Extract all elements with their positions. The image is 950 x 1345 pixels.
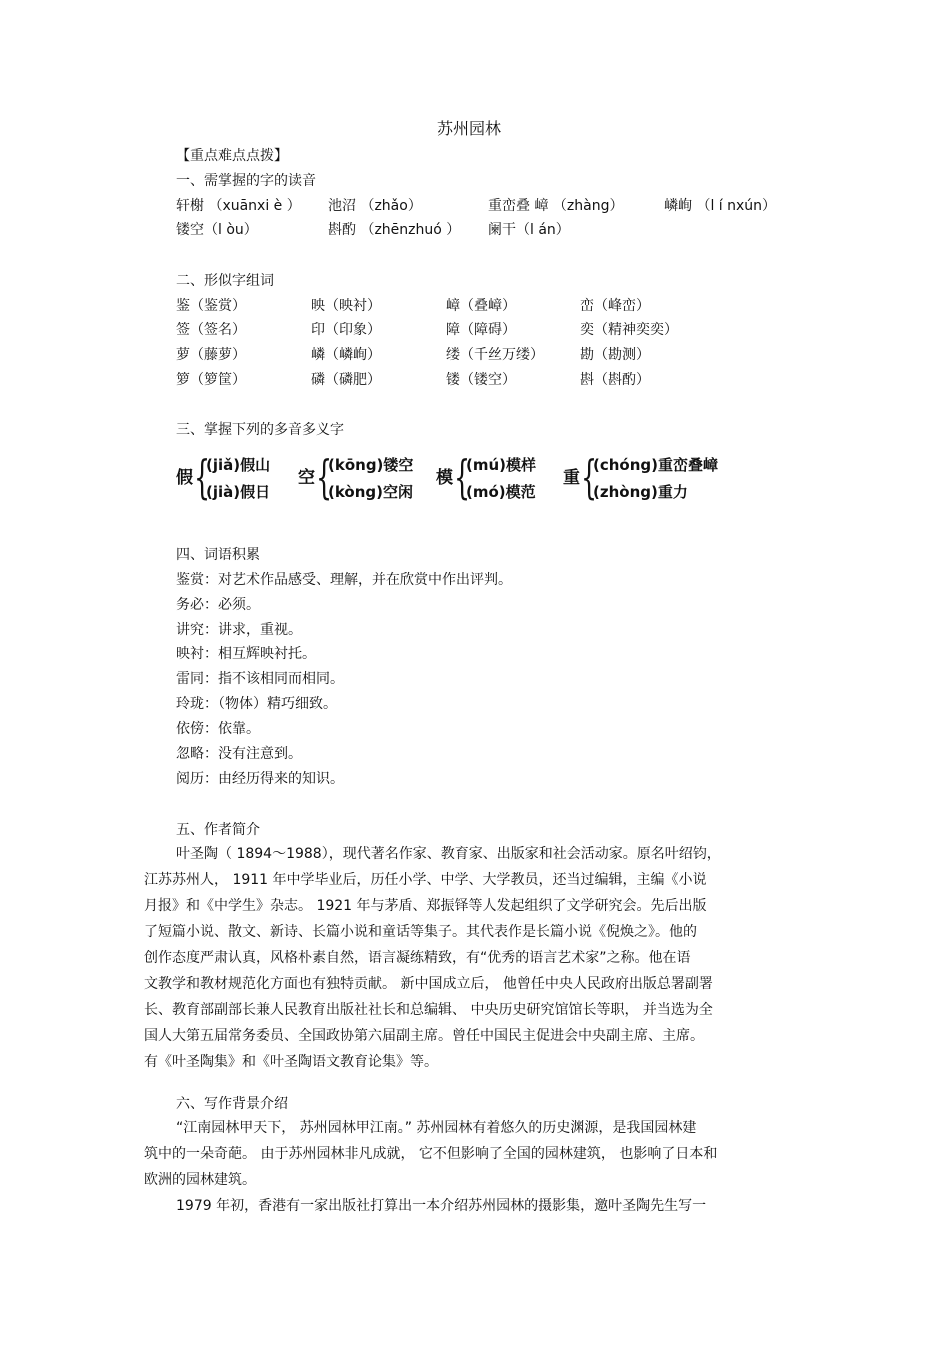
polyphone-reading: (jià)假日 [206,483,271,501]
paragraph-line: 有《叶圣陶集》和《叶圣陶语文教育论集》等。 [144,1054,438,1070]
similar-char-item: 映（映衬） [311,298,381,314]
polyphone-char: 假 [176,468,193,488]
left-brace-icon: { [581,450,598,504]
paragraph-line: 长、教育部副部长兼人民教育出版社社长和总编辑、 中央历史研究馆馆长等职， 并当选为全 [144,1002,713,1018]
key-points-heading: 【重点难点点拨】 [176,148,288,164]
section-2-heading: 二、形似字组词 [176,273,274,289]
section-5-heading: 五、作者简介 [176,822,260,838]
paragraph-line: 筑中的一朵奇葩。 由于苏州园林非凡成就， 它不但影响了全国的园林建筑， 也影响了日本和 [144,1146,718,1162]
similar-char-item: 障（障碍） [446,322,516,338]
similar-char-item: 镂（镂空） [446,372,516,388]
paragraph-line: 文教学和教材规范化方面也有独特贡献。 新中国成立后， 他曾任中央人民政府出版总署副署 [144,976,713,992]
polyphone-reading: (kòng)空闲 [328,483,414,501]
vocabulary-item: 讲究：讲求，重视。 [176,622,302,638]
paragraph-line: 1979 年初，香港有一家出版社打算出一本介绍苏州园林的摄影集，邀叶圣陶先生写一 [176,1198,707,1214]
similar-char-item: 嶂（叠嶂） [446,298,516,314]
similar-char-item: 峦（峰峦） [580,298,650,314]
vocabulary-item: 玲珑：（物体）精巧细致。 [176,696,337,712]
pronunciation-item: 阑干（l án） [488,222,570,238]
pronunciation-item: 重峦叠 嶂 （zhàng） [488,198,624,214]
polyphone-reading: (kōng)镂空 [328,456,414,474]
left-brace-icon: { [316,450,333,504]
vocabulary-item: 忽略：没有注意到。 [176,746,302,762]
vocabulary-item: 雷同：指不该相同而相同。 [176,671,344,687]
vocabulary-item: 阅历：由经历得来的知识。 [176,771,344,787]
paragraph-line: 叶圣陶（ 1894～1988），现代著名作家、教育家、出版家和社会活动家。原名叶绍钧， [176,846,721,862]
vocabulary-item: 映衬：相互辉映衬托。 [176,646,316,662]
pronunciation-item: 嶙峋 （l í nxún） [664,198,777,214]
background-paragraph [144,1115,809,1219]
pronunciation-item: 轩榭 （xuānxi è ） [176,198,301,214]
section-1-heading: 一、需掌握的字的读音 [176,173,316,189]
paragraph-line: 创作态度严肃认真，风格朴素自然，语言凝练精致，有“优秀的语言艺术家”之称。他在语 [144,950,691,966]
polyphone-char: 模 [436,468,453,488]
paragraph-line: “江南园林甲天下， 苏州园林甲江南。” 苏州园林有着悠久的历史渊源，是我国园林建 [176,1120,697,1136]
polyphone-reading: (chóng)重峦叠嶂 [593,456,719,474]
polyphone-char: 重 [563,468,580,488]
section-6-heading: 六、写作背景介绍 [176,1096,288,1112]
section-3-heading: 三、掌握下列的多音多义字 [176,422,344,438]
page-title: 苏州园林 [437,119,502,138]
similar-char-item: 箩（箩筐） [176,372,246,388]
vocabulary-item: 依傍：依靠。 [176,721,260,737]
polyphone-reading: (mó)模范 [466,483,536,501]
author-intro-paragraph [144,841,809,1075]
similar-char-item: 鉴（鉴赏） [176,298,246,314]
similar-char-item: 嶙（嶙峋） [311,347,381,363]
similar-char-item: 斟（斟酌） [580,372,650,388]
pronunciation-item: 池沼 （zhǎo） [328,198,422,214]
paragraph-line: 月报》和《中学生》杂志。 1921 年与茅盾、郑振铎等人发起组织了文学研究会。先后出版 [144,898,707,914]
paragraph-line: 欧洲的园林建筑。 [144,1172,256,1188]
section-4-heading: 四、词语积累 [176,547,260,563]
polyphone-reading: (zhòng)重力 [593,483,688,501]
similar-char-item: 磷（磷肥） [311,372,381,388]
similar-char-item: 印（印象） [311,322,381,338]
pronunciation-item: 镂空（l òu） [176,222,258,238]
vocabulary-item: 务必：必须。 [176,597,260,613]
paragraph-line: 了短篇小说、散文、新诗、长篇小说和童话等集子。其代表作是长篇小说《倪焕之》。他的 [144,924,697,940]
similar-char-item: 签（签名） [176,322,246,338]
left-brace-icon: { [194,450,211,504]
similar-char-item: 勘（勘测） [580,347,650,363]
polyphone-reading: (mú)模样 [466,456,537,474]
similar-char-item: 奕（精神奕奕） [580,322,678,338]
similar-char-item: 缕（千丝万缕） [446,347,544,363]
left-brace-icon: { [454,450,471,504]
similar-char-item: 萝（藤萝） [176,347,246,363]
polyphone-reading: (jiǎ)假山 [206,456,271,474]
paragraph-line: 江苏苏州人， 1911 年中学毕业后，历任小学、中学、大学教员，还当过编辑，主编《小说 [144,872,707,888]
vocabulary-item: 鉴赏：对艺术作品感受、理解，并在欣赏中作出评判。 [176,572,512,588]
paragraph-line: 国人大第五届常务委员、全国政协第六届副主席。曾任中国民主促进会中央副主席、主席。 [144,1028,704,1044]
polyphone-char: 空 [298,468,315,488]
pronunciation-item: 斟酌 （zhēnzhuó ） [328,222,461,238]
